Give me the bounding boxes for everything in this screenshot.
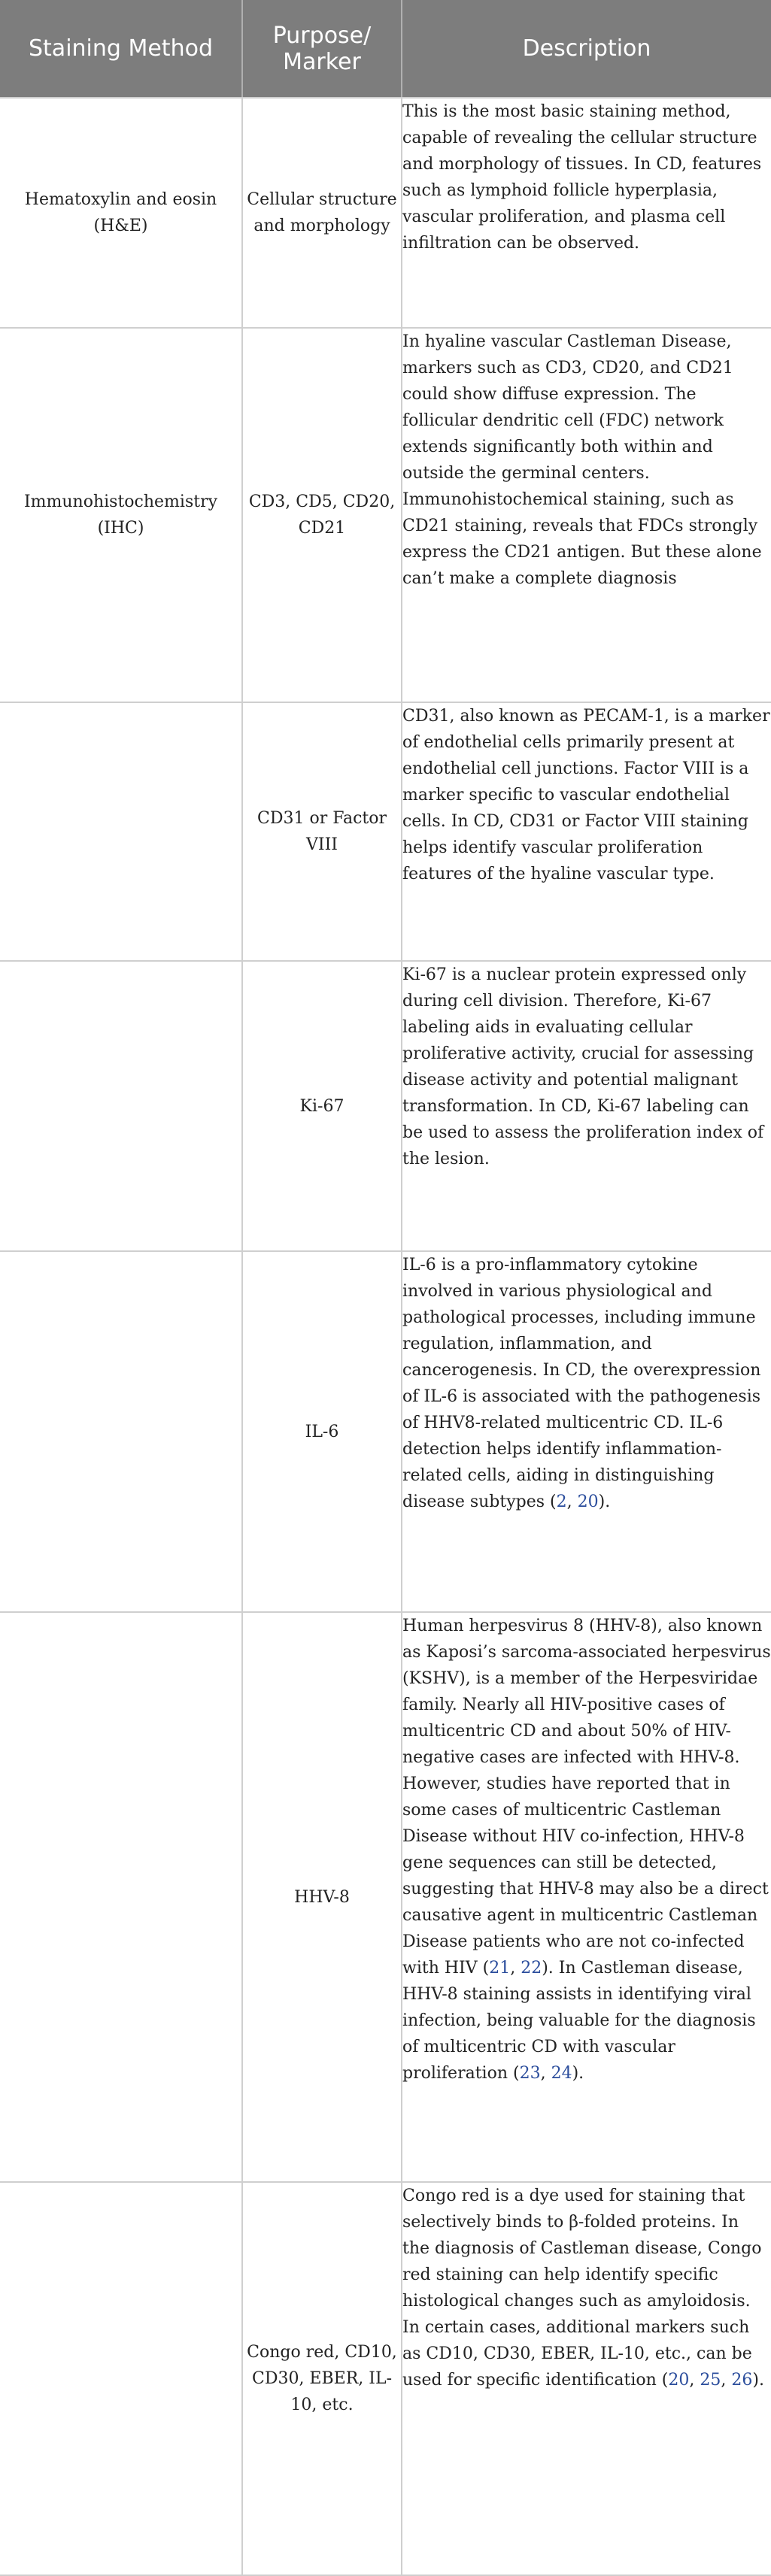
- cell-description: [402, 1251, 771, 1612]
- cell-method: [0, 702, 242, 961]
- cell-method: [0, 1612, 242, 2182]
- cell-marker: CD3, CD5, CD20, CD21: [242, 328, 402, 702]
- reference-link[interactable]: 22: [521, 1959, 542, 1977]
- reference-link[interactable]: 24: [551, 2064, 572, 2083]
- citation-group: [508, 2064, 584, 2083]
- cell-marker: IL-6: [242, 1251, 402, 1612]
- cell-marker: CD31 or Factor VIII: [242, 702, 402, 961]
- cell-method: Hematoxylin and eosin (H&E): [0, 98, 242, 328]
- description-text: Human herpesvirus 8 (HHV-8), also known as Kaposi’s sarcoma-associated herpesvirus (KSHV), is a member of the Herpesviridae family. Nearly all HIV-positive cases of multicentric CD and about 50% of HIV-negative cases are infected with HHV-8. However, studies have reported that in some cases of multicentric Castleman Disease without HIV co-infection, HHV-8 gene sequences can still be detected, suggesting that HHV-8 may also be a direct causative agent in multicentric Castleman Disease patients who are not co-infected with HIV: [402, 1617, 771, 1977]
- cell-description: [402, 2182, 771, 2575]
- reference-link[interactable]: 25: [700, 2371, 721, 2390]
- table-row: [0, 1612, 771, 2182]
- citation-text: (: [477, 1959, 490, 1977]
- table-row: [0, 2182, 771, 2575]
- description-text: IL-6 is a pro-inflammatory cytokine involved in various physiological and pathological processes, including immune regulation, inflammation, and cancerogenesis. In CD, the overexpression of IL-6 is associated with the pathogenesis of HHV8-related multicentric CD. IL-6 detection helps identify inflammation-related cells, aiding in distinguishing disease subtypes: [402, 1256, 761, 1511]
- cell-marker: HHV-8: [242, 1612, 402, 2182]
- description-text: CD31, also known as PECAM-1, is a marker of endothelial cells primarily present at endothelial cell junctions. Factor VIII is a marker specific to vascular endothelial cells. In CD, CD31 or Factor VIII staining helps identify vascular proliferation features of the hyaline vascular type.: [402, 707, 770, 883]
- description-text: Ki-67 is a nuclear protein expressed only during cell division. Therefore, Ki-67 labeling aids in evaluating cellular proliferative activity, crucial for assessing disease activity and potential malignant transformation. In CD, Ki-67 labeling can be used to assess the proliferation index of the lesion.: [402, 965, 764, 1168]
- citation-text: ,: [540, 2064, 551, 2083]
- description-text: In hyaline vascular Castleman Disease, markers such as CD3, CD20, and CD21 could show diffuse expression. The follicular dendritic cell (FDC) network extends significantly both within and outside the germinal centers. Immunohistochemical staining, such as CD21 staining, reveals that FDCs strongly express the CD21 antigen. But these alone can’t make a complete diagnosis: [402, 332, 762, 588]
- reference-link[interactable]: 26: [731, 2371, 753, 2390]
- cell-method: [0, 1251, 242, 1612]
- citation-group: [545, 1493, 610, 1511]
- citation-text: ).: [752, 2371, 764, 2390]
- description-text-continued: In Castleman disease, HHV-8 staining assists in identifying viral infection, being valuable for the diagnosis of multicentric CD with vascular proliferation: [402, 1959, 756, 2083]
- cell-marker: Ki-67: [242, 961, 402, 1251]
- header-staining-method: Staining Method: [0, 0, 242, 98]
- citation-text: ,: [566, 1493, 578, 1511]
- citation-text: (: [508, 2064, 520, 2083]
- citation-text: ,: [721, 2371, 732, 2390]
- table-row: [0, 98, 771, 328]
- citation-text: ,: [510, 1959, 521, 1977]
- reference-link[interactable]: 20: [577, 1493, 599, 1511]
- citation-text: ).: [542, 1959, 554, 1977]
- cell-description: [402, 1612, 771, 2182]
- cell-description: [402, 961, 771, 1251]
- description-text: Congo red is a dye used for staining that selectively binds to β-folded proteins. In the diagnosis of Castleman disease, Congo red staining can help identify specific histological changes such as amyloidosis. In certain cases, additional markers such as CD10, CD30, EBER, IL-10, etc., can be used for specific identification: [402, 2187, 762, 2390]
- cell-description: [402, 98, 771, 328]
- citation-group: [478, 1959, 554, 1977]
- table-row: [0, 1251, 771, 1612]
- reference-link[interactable]: 2: [556, 1493, 567, 1511]
- citation-text: ,: [689, 2371, 700, 2390]
- reference-link[interactable]: 20: [668, 2371, 690, 2390]
- table-row: [0, 702, 771, 961]
- citation-text: ).: [598, 1493, 611, 1511]
- cell-method: [0, 961, 242, 1251]
- description-text: This is the most basic staining method, capable of revealing the cellular structure and morphology of tissues. In CD, features such as lymphoid follicle hyperplasia, vascular proliferation, and plasma cell infiltration can be observed.: [402, 102, 762, 253]
- header-purpose-marker: Purpose/ Marker: [242, 0, 402, 98]
- cell-method: Immunohistochemistry (IHC): [0, 328, 242, 702]
- header-description: Description: [402, 0, 771, 98]
- cell-description: [402, 328, 771, 702]
- reference-link[interactable]: 21: [489, 1959, 511, 1977]
- reference-link[interactable]: 23: [519, 2064, 541, 2083]
- table-row: [0, 961, 771, 1251]
- cell-marker: Cellular structure and morphology: [242, 98, 402, 328]
- cell-marker: Congo red, CD10, CD30, EBER, IL-10, etc.: [242, 2182, 402, 2575]
- citation-text: (: [545, 1493, 557, 1511]
- cell-method: [0, 2182, 242, 2575]
- cell-description: [402, 702, 771, 961]
- citation-text: (: [656, 2371, 669, 2390]
- header-row: [0, 0, 771, 98]
- table-row: [0, 328, 771, 702]
- citation-group: [657, 2371, 764, 2390]
- citation-text: ).: [572, 2064, 584, 2083]
